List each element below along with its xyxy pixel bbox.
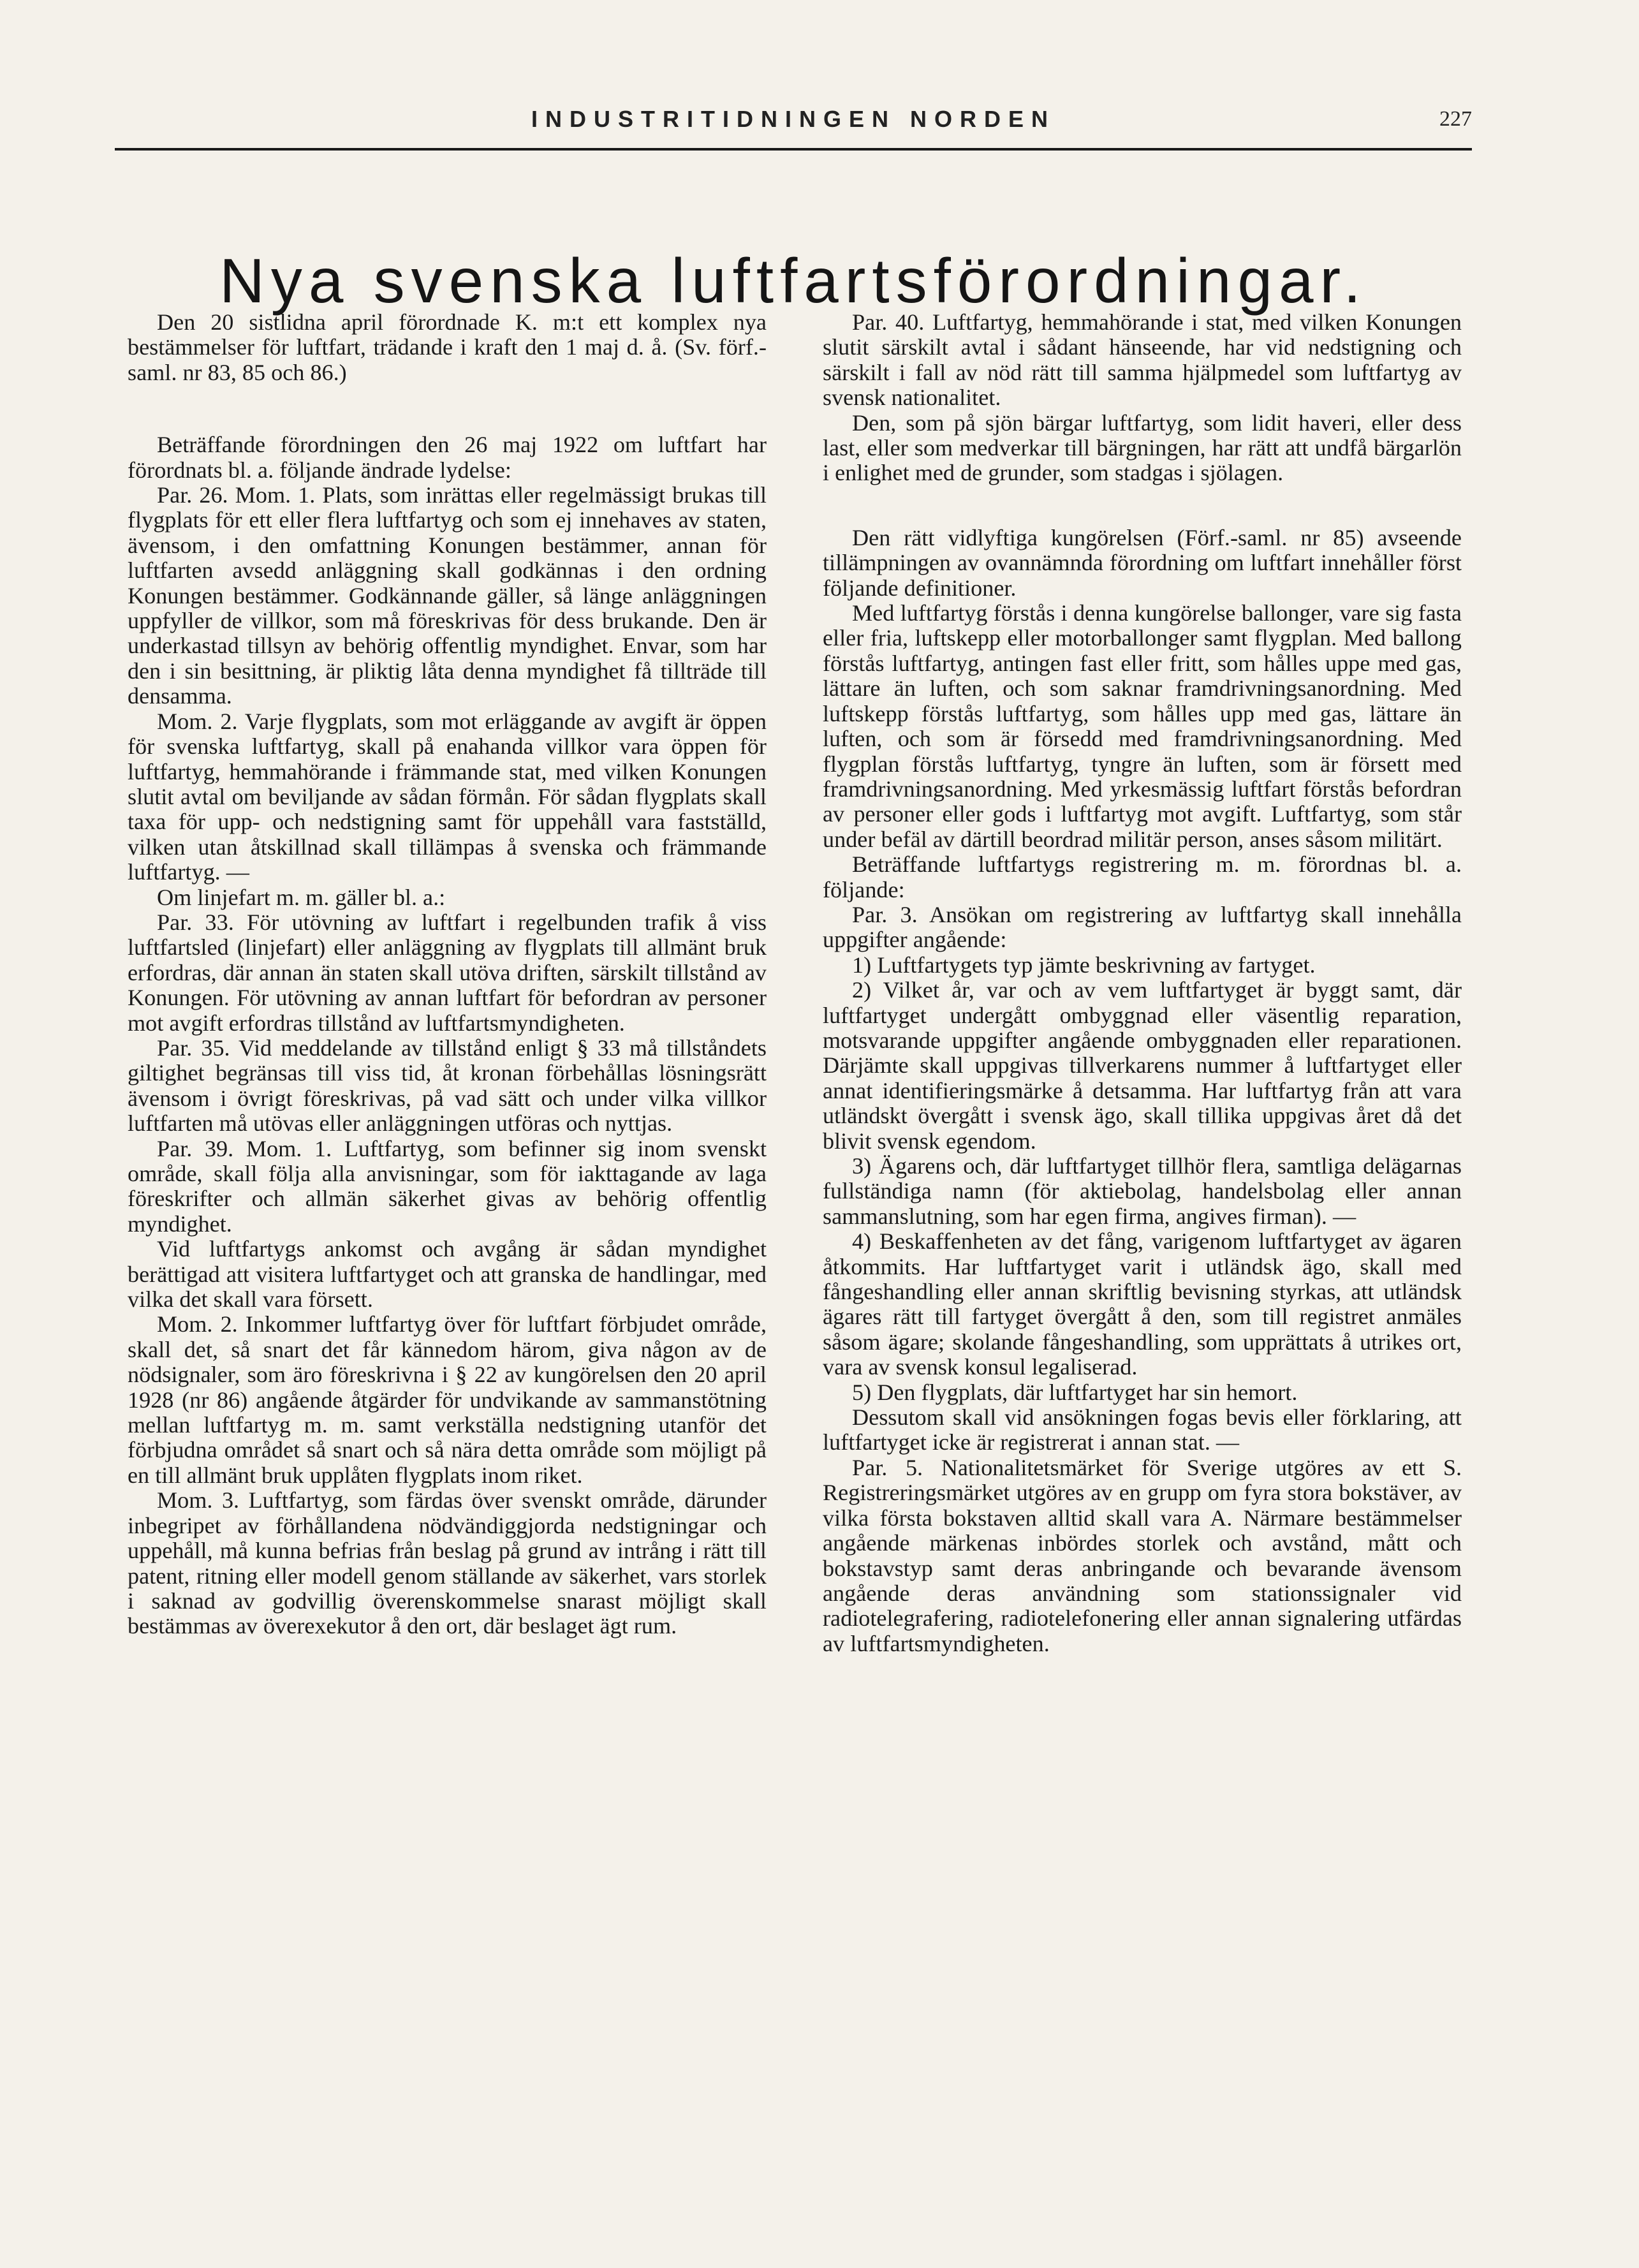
running-header (115, 102, 1472, 147)
paragraph: Med luftfartyg förstås i denna kungörelse ballonger, vare sig fasta eller fria, luftskepp eller motorballonger samt flygplan. Med ballong förstås luftfartyg, antingen fast eller fritt, som hålles uppe med gas, lättare än luften, och som saknar framdrivningsanordning. Med luftskepp förstås luftfartyg, som hålles upp med gas, lättare än luften, och som är försedd med framdrivningsanordning. Med flygplan förstås luftfartyg, tyngre än luften, som är försett med framdrivningsanordning. Med yrkesmässig luftfart förstås befordran av personer eller gods i luftfartyg mot avgift. Luftfartyg, som står under befäl av därtill beordrad militär person, anses såsom militärt. (823, 600, 1462, 852)
paragraph: Par. 33. För utövning av luftfart i regelbunden trafik å viss luftfartsled (linjefart) eller anläggning av flygplats till allmänt bruk erfordras, där annan än staten skall utöva driften, särskilt tillstånd av Konungen. För utövning av annan luftfart för befordran av personer mot avgift erfordras tillstånd av luftfartsmyndigheten. (128, 909, 767, 1036)
paragraph: Par. 35. Vid meddelande av tillstånd enligt § 33 må tillståndets giltighet begränsas till viss tid, åt kronan förbehållas lösningsrätt ävensom i övrigt föreskrivas, på vad sätt och under vilka villkor luftfarten må utövas eller anläggningen utföras och nyttjas. (128, 1035, 767, 1137)
paragraph: Par. 39. Mom. 1. Luftfartyg, som befinner sig inom svenskt område, skall följa alla anvisningar, som för iakttagande av laga föreskrifter och allmän säkerhet givas av behörig offentlig myndighet. (128, 1135, 767, 1237)
paragraph: Den rätt vidlyftiga kungörelsen (Förf.-saml. nr 85) avseende tillämpningen av ovannämnda förordning om luftfart innehåller först följande definitioner. (823, 524, 1462, 601)
right-column (823, 310, 1462, 1656)
journal-name: INDUSTRITIDNINGEN NORDEN (531, 106, 1055, 132)
paragraph: Vid luftfartygs ankomst och avgång är sådan myndighet berättigad att visitera luftfartyget och att granska de handlingar, med vilka det skall vara försett. (128, 1236, 767, 1313)
paragraph: Den, som på sjön bärgar luftfartyg, som lidit haveri, eller dess last, eller som medverkar till bärgningen, har rätt att undfå bärgarlön i enlighet med de grunder, som stadgas i sjölagen. (823, 409, 1462, 486)
paragraph: Par. 5. Nationalitetsmärket för Sverige utgöres av ett S. Registreringsmärket utgöres av en grupp om fyra stora bokstäver, av vilka första bokstaven alltid skall vara A. Närmare bestämmelser angående märkenas inbördes storlek och avstånd, mått och bokstavstyp samt deras anbringande och bevarande ävensom angående deras användning som stationssignaler vid radiotelegrafering, radiotelefonering eller annan signalering utfärdas av luftfartsmyndigheten. (823, 1454, 1462, 1656)
paragraph: Beträffande luftfartygs registrering m. m. förordnas bl. a. följande: (823, 851, 1462, 902)
paragraph: 1) Luftfartygets typ jämte beskrivning av fartyget. (852, 952, 1316, 978)
paragraph: Dessutom skall vid ansökningen fogas bevis eller förklaring, att luftfartyget icke är registrerat i annan stat. — (823, 1404, 1462, 1455)
left-column (128, 310, 767, 1639)
paragraph: 2) Vilket år, var och av vem luftfartyget är byggt samt, där luftfartyget undergått ombyggnad eller väsentlig reparation, motsvarande uppgifter angående ombyggnaden eller reparationen. Därjämte skall uppgivas tillverkarens nummer å luftfartyget eller annat identifieringsmärke å detsamma. Har luftfartyg från att vara utländskt övergått i svensk ägo, skall tillika uppgivas året då det blivit svensk egendom. (823, 977, 1462, 1154)
article-title: Nya svenska luftfartsförordningar. (219, 245, 1367, 316)
paragraph: 3) Ägarens och, där luftfartyget tillhör flera, samtliga delägarnas fullständiga namn (för aktiebolag, handelsbolag eller annan sammanslutning, som har egen firma, angives firman). — (823, 1153, 1462, 1229)
header-rule (115, 148, 1472, 151)
paragraph: Den 20 sistlidna april förordnade K. m:t ett komplex nya bestämmelser för luftfart, trädande i kraft den 1 maj d. å. (Sv. förf.-saml. nr 83, 85 och 86.) (128, 309, 767, 385)
paragraph: Par. 3. Ansökan om registrering av luftfartyg skall innehålla uppgifter angående: (823, 901, 1462, 953)
paragraph: Om linjefart m. m. gäller bl. a.: (157, 884, 446, 910)
paragraph: Par. 26. Mom. 1. Plats, som inrättas eller regelmässigt brukas till flygplats för ett eller flera luftfartyg och som ej innehaves av staten, ävensom, i den omfattning Konungen bestämmer, annan för luftfarten avsedd anläggning skall godkännas i den ordning Konungen bestämmer. Godkännande gäller, så länge anläggningen uppfyller de villkor, som må föreskrivas för dess brukande. Den är underkastad tillsyn av behörig offentlig myndighet. Envar, som har den i sin besittning, är pliktig låta denna myndighet få tillträde till densamma. (128, 482, 767, 709)
page-number: 227 (1439, 107, 1472, 131)
paragraph: Mom. 3. Luftfartyg, som färdas över svenskt område, därunder inbegripet av förhållandena nödvändiggjorda nedstigningar och uppehåll, må kunna befrias från beslag på grund av intrång i rätt till patent, ritning eller modell genom ställande av säkerhet, vars storlek i saknad av godvillig överenskommelse snarast möjligt skall bestämmas av överexekutor å den ort, där beslaget ägt rum. (128, 1487, 767, 1639)
paragraph: 5) Den flygplats, där luftfartyget har sin hemort. (852, 1379, 1298, 1405)
paragraph: Mom. 2. Inkommer luftfartyg över för luftfart förbjudet område, skall det, så snart det får kännedom härom, giva någon av de nödsignaler, som äro föreskrivna i § 22 av kungörelsen den 20 april 1928 (nr 86) angående åtgärder för undvikande av sammanstötning mellan luftfartyg m. m. samt verkställa nedstigning utanför det förbjudna området så snart och så nära detta område som möjligt på en till allmänt bruk upplåten flygplats inom riket. (128, 1311, 767, 1488)
paragraph: Beträffande förordningen den 26 maj 1922 om luftfart har förordnats bl. a. följande ändrade lydelse: (128, 432, 767, 483)
paragraph: 4) Beskaffenheten av det fång, varigenom luftfartyget av ägaren åtkommits. Har luftfartyget varit i utländsk ägo, skall med fångeshandling eller annan skriftlig bevisning styrkas, att utländsk ägares rätt till fartyget övergått å den, som till registret anmäles såsom ägare; skolande fångeshandling, som upprättats å utrikes ort, vara av svensk konsul legaliserad. (823, 1228, 1462, 1380)
paragraph: Mom. 2. Varje flygplats, som mot erläggande av avgift är öppen för svenska luftfartyg, skall på enahanda villkor vara öppen för luftfartyg, hemmahörande i främmande stat, med vilken Konungen slutit avtal om beviljande av sådan förmån. För sådan flygplats skall taxa för upp- och nedstigning samt för uppehåll vara fastställd, vilken utan åtskillnad skall tillämpas å svenska och främmande luftfartyg. — (128, 708, 767, 885)
paragraph: Par. 40. Luftfartyg, hemmahörande i stat, med vilken Konungen slutit särskilt avtal i sådant hänseende, har vid nedstigning och särskilt i fall av nöd rätt till samma hjälpmedel som luftfartyg av svensk nationalitet. (823, 309, 1462, 411)
